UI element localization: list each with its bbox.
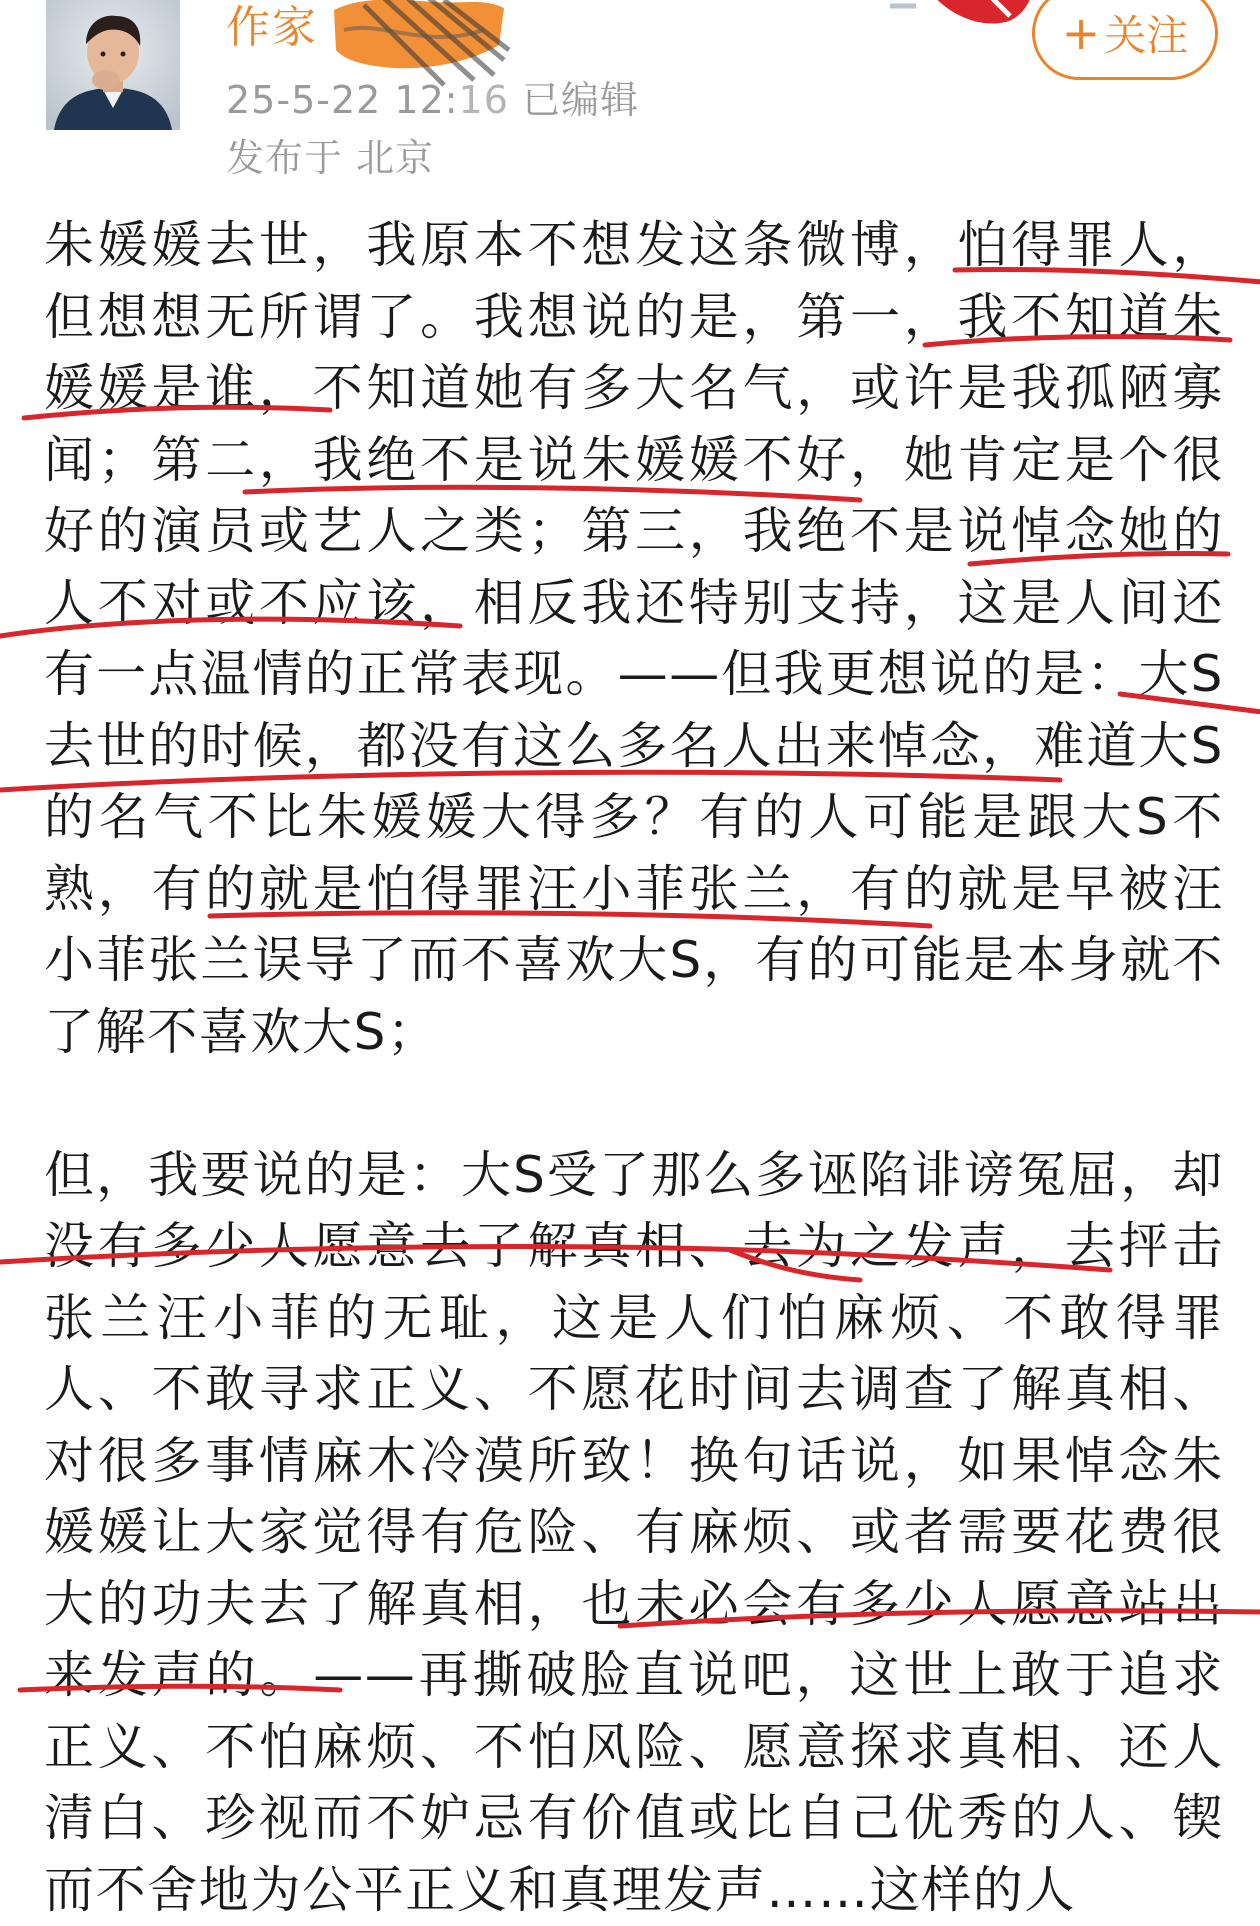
post-timestamp [226,76,639,124]
author-avatar[interactable] [46,0,180,130]
follow-label: 关注 [1104,3,1188,63]
follow-button[interactable] [1032,0,1218,80]
timestamp-text: 25-5-22 12: [226,78,459,122]
avatar-photo-icon [46,0,180,130]
timestamp-obscured: 16 [459,78,509,122]
post-location: 发布于 北京 [226,134,434,182]
post-paragraph-1: 朱媛媛去世，我原本不想发这条微博，怕得罪人，但想想无所谓了。我想说的是，第一，我不知道朱媛媛是谁，不知道她有多大名气，或许是我孤陋寡闻；第二，我绝不是说朱媛媛不好，她肯定是个很好的演员或艺人之类；第三，我绝不是说悼念她的人不对或不应该，相反我还特别支持，这是人间还有一点温情的正常表现。——但我更想说的是：大S去世的时候，都没有这么多名人出来悼念，难道大S的名气不比朱媛媛大得多？有的人可能是跟大S不熟，有的就是怕得罪汪小菲张兰，有的就是早被汪小菲张兰误导了而不喜欢大S，有的可能是本身就不了解不喜欢大S； [44,210,1224,1068]
decorative-sticker-icon [890,0,1040,32]
author-name[interactable]: 作家 [226,0,318,56]
post-body [44,210,1224,1926]
edited-label: 已编辑 [509,78,639,122]
plus-icon: + [1062,6,1101,60]
post-paragraph-2: 但，我要说的是：大S受了那么多诬陷诽谤冤屈，却没有多少人愿意去了解真相、去为之发声，去抨击张兰汪小菲的无耻，这是人们怕麻烦、不敢得罪人、不敢寻求正义、不愿花时间去调查了解真相、对很多事情麻木冷漠所致！换句话说，如果悼念朱媛媛让大家觉得有危险、有麻烦、或者需要花费很大的功夫去了解真相，也未必会有多少人愿意站出来发声的。——再撕破脸直说吧，这世上敢于追求正义、不怕麻烦、不怕风险、愿意探求真相、还人清白、珍视而不妒忌有价值或比自己优秀的人、锲而不舍地为公平正义和真理发声……这样的人 [44,1140,1224,1926]
